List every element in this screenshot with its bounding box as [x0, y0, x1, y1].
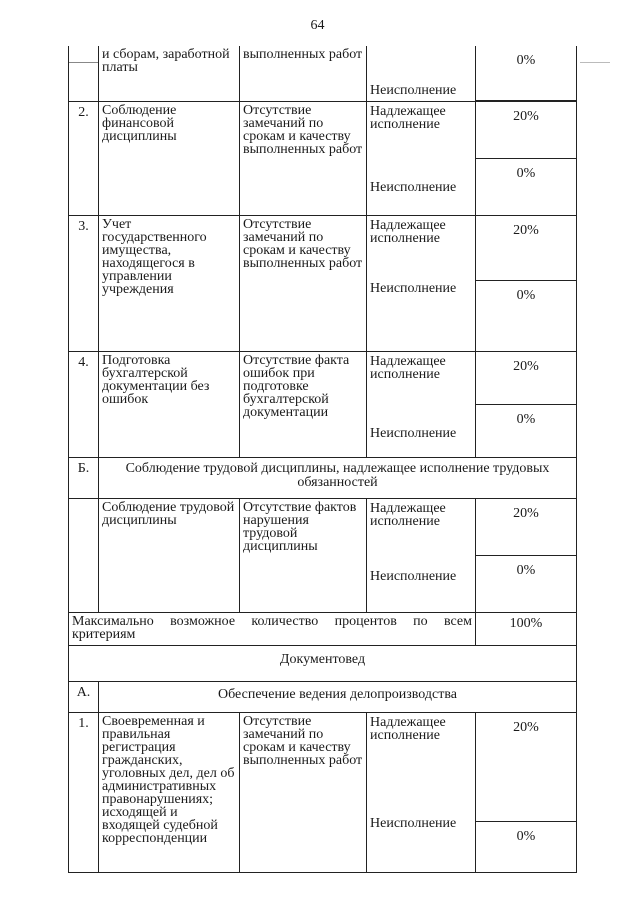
- row-number: 3.: [69, 216, 99, 352]
- section-letter: Б.: [69, 458, 99, 499]
- criterion-cell: Соблюдение трудовой дисциплины: [99, 499, 240, 613]
- section-title: Соблюдение трудовой дисциплины, надлежащее исполнение трудовых обязанностей: [99, 458, 577, 499]
- assessment-cell: [367, 499, 476, 613]
- row-number: 2.: [69, 102, 99, 216]
- assessment-good: Надлежащее исполнение: [370, 354, 446, 382]
- section-row: [69, 458, 577, 499]
- percent-bad: 0%: [476, 822, 577, 873]
- assessment-cell: [367, 102, 476, 216]
- criterion-cell: Подготовка бухгалтерской документации без ошибок: [99, 352, 240, 458]
- assessment-good: Надлежащее исполнение: [370, 104, 446, 132]
- percent-bad: 0%: [476, 405, 577, 458]
- table-row: [69, 46, 577, 101]
- table-row: [69, 352, 577, 405]
- row-number: 1.: [69, 713, 99, 873]
- criteria-table: [68, 46, 577, 873]
- assessment-cell: [367, 352, 476, 458]
- assessment-bad: Неисполнение: [370, 569, 457, 584]
- indicator-cell: Отсутствие замечаний по срокам и качеству выполненных работ: [240, 216, 367, 352]
- assessment-bad: Неисполнение: [367, 46, 476, 102]
- percent-bad: 0%: [476, 159, 577, 216]
- indicator-cell: Отсутствие факта ошибок при подготовке бухгалтерской документации: [240, 352, 367, 458]
- percent-good: 20%: [476, 352, 577, 405]
- assessment-bad: Неисполнение: [370, 180, 457, 195]
- indicator-cell: Отсутствие замечаний по срокам и качеству выполненных работ: [240, 713, 367, 873]
- criterion-cell: Своевременная и правильная регистрация гражданских, уголовных дел, дел об административных правонарушениях; исходящей и входящей судебной корреспонденции: [99, 713, 240, 873]
- table-row: [69, 102, 577, 159]
- indicator-cell: Отсутствие фактов нарушения трудовой дисциплины: [240, 499, 367, 613]
- assessment-cell: [367, 216, 476, 352]
- row-number: 4.: [69, 352, 99, 458]
- assessment-good: Надлежащее исполнение: [370, 218, 446, 246]
- total-value: 100%: [476, 613, 577, 646]
- section-letter: А.: [69, 682, 99, 713]
- percent-bad: 0%: [476, 281, 577, 352]
- criterion-cell: Соблюдение финансовой дисциплины: [99, 102, 240, 216]
- assessment-cell: [367, 713, 476, 873]
- percent-good: 20%: [476, 102, 577, 159]
- criterion-cell: Учет государственного имущества, находящегося в управлении учреждения: [99, 216, 240, 352]
- section-title: Обеспечение ведения делопроизводства: [99, 682, 577, 713]
- assessment-good: Надлежащее исполнение: [370, 715, 446, 743]
- assessment-bad: Неисполнение: [370, 426, 457, 441]
- position-title: Документовед: [69, 646, 577, 682]
- page-number: 64: [310, 18, 325, 33]
- table-row: [69, 499, 577, 556]
- assessment-bad: Неисполнение: [370, 281, 457, 296]
- percent-good: 20%: [476, 499, 577, 556]
- indicator-cell: Отсутствие замечаний по срокам и качеству выполненных работ: [240, 102, 367, 216]
- table-row: [69, 216, 577, 281]
- percent-good: 20%: [476, 713, 577, 822]
- position-row: [69, 646, 577, 682]
- row-number: [69, 499, 99, 613]
- assessment-good: Надлежащее исполнение: [370, 501, 446, 529]
- total-row: [69, 613, 577, 646]
- percent-bad: 0%: [476, 46, 577, 101]
- percent-bad: 0%: [476, 556, 577, 613]
- total-label: Максимально возможное количество процентов по всем критериям: [69, 613, 476, 646]
- criterion-cell: и сборам, заработной платы: [99, 46, 240, 102]
- indicator-cell: выполненных работ: [240, 46, 367, 102]
- table-row: [69, 713, 577, 822]
- assessment-bad: Неисполнение: [370, 816, 457, 831]
- row-number: [69, 46, 99, 102]
- cut-line-right: [580, 62, 610, 63]
- percent-good: 20%: [476, 216, 577, 281]
- section-row: [69, 682, 577, 713]
